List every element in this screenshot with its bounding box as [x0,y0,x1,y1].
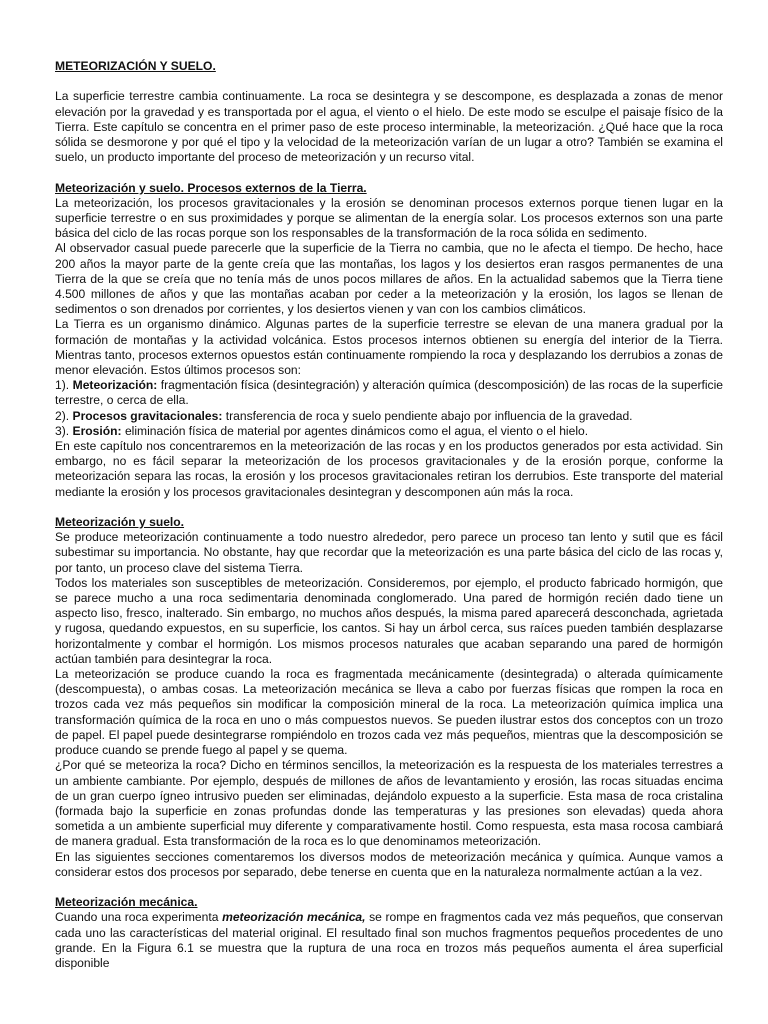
list-item [55,378,723,408]
list-number: 1). [55,378,70,393]
list-number: 3). [55,423,70,438]
paragraph: Se produce meteorización continuamente a todo nuestro alrededor, pero parece un proceso tan lento y sutil que es fácil subestimar su importancia. No obstante, hay que recordar que la meteorización es una parte básica del ciclo de las rocas y, por tanto, un proceso clave del sistema Tierra. [55,530,723,575]
paragraph: En las siguientes secciones comentaremos los diversos modos de meteorización mecánica y química. Aunque vamos a considerar estos dos procesos por separado, debe tenerse en cuenta que en la naturaleza normalmente actúan a la vez. [55,849,723,879]
list-term: Erosión: [72,423,122,438]
text-run: se rompe en fragmentos cada vez más pequeños, que conservan cada uno las características del material original. El resultado final son muchos fragmentos pequeños procedentes de uno grande. En la Figura 6.1 se muestra que la ruptura de una roca en trozos más pequeños aumenta el área superficial disponible [55,910,723,970]
list-number: 2). [55,408,70,423]
text-run: Cuando una roca experimenta [55,910,219,925]
paragraph [55,910,723,971]
intro-paragraph: La superficie terrestre cambia continuamente. La roca se desintegra y se descompone, es desplazada a zonas de menor elevación por la gravedad y es transportada por el agua, el viento o el hielo. De este modo se esculpe el paisaje físico de la Tierra. Este capítulo se concentra en el primer paso de este proceso interminable, la meteorización. ¿Qué hace que la roca sólida se desmorone y por qué el tipo y la velocidad de la meteorización varían de un lugar a otro? También se examina el suelo, un producto importante del proceso de meteorización y un recurso vital. [55,89,723,165]
list-term: Procesos gravitacionales: [72,408,223,423]
list-item [55,424,723,439]
paragraph: ¿Por qué se meteoriza la roca? Dicho en términos sencillos, la meteorización es la respuesta de los materiales terrestres a un ambiente cambiante. Por ejemplo, después de millones de años de levantamiento y erosión, las rocas situadas encima de un gran cuerpo ígneo intrusivo pueden ser eliminadas, dejándolo expuesto a la superficie. Esta masa de roca cristalina (formada bajo la superficie en zonas profundas donde las temperaturas y las presiones son elevadas) queda ahora sometida a un ambiente superficial muy diferente y comparativamente hostil. Como respuesta, esta masa rocosa cambiará de manera gradual. Esta transformación de la roca es lo que denominamos meteorización. [55,758,723,849]
list-term: Meteorización: [72,378,158,393]
list-text: transferencia de roca y suelo pendiente abajo por influencia de la gravedad. [225,408,633,423]
list-text: eliminación física de material por agentes dinámicos como el agua, el viento o el hielo. [124,423,589,438]
paragraph: Todos los materiales son susceptibles de meteorización. Consideremos, por ejemplo, el producto fabricado hormigón, que se parece mucho a una roca sedimentaria denominada conglomerado. Una pared de hormigón recién dado tiene un aspecto liso, fresco, inalterado. Sin embargo, no muchos años después, la misma pared aparecerá desconchada, agrietada y rugosa, quedando expuestos, en su superficie, los cantos. Si hay un árbol cerca, sus raíces pueden también desplazarse horizontalmente y combar el hormigón. Los mismos procesos naturales que acaban separando una pared de hormigón actúan también para desintegrar la roca. [55,575,723,666]
section-heading-weathering-soil: Meteorización y suelo. [55,515,185,530]
paragraph: En este capítulo nos concentraremos en la meteorización de las rocas y en los productos generados por esta actividad. Sin embargo, no es fácil separar la meteorización de los procesos gravitacionales y de la erosión porque, conforme la meteorización separa las rocas, la erosión y los procesos gravitacionales retiran los derrubios. Este transporte del material mediante la erosión y los procesos gravitacionales desintegran y descomponen aún más la roca. [55,439,723,499]
list-item [55,409,723,424]
paragraph: La meteorización, los procesos gravitacionales y la erosión se denominan procesos externos porque tienen lugar en la superficie terrestre o en sus proximidades y porque se alimentan de la energía solar. Los procesos externos son una parte básica del ciclo de las rocas porque son los responsables de la transformación de la roca sólida en sedimento. [55,195,723,241]
document-page [55,59,723,971]
section-heading-mechanical-weathering: Meteorización mecánica. [55,895,198,910]
list-text: fragmentación física (desintegración) y alteración química (descomposición) de las rocas de la superficie terrestre, o cerca de ella. [55,378,723,408]
paragraph: La Tierra es un organismo dinámico. Algunas partes de la superficie terrestre se elevan de una manera gradual por la formación de montañas y la actividad volcánica. Estos procesos internos obtienen su energía del interior de la Tierra. Mientras tanto, procesos externos opuestos están continuamente rompiendo la roca y desplazando los derrubios a zonas de menor elevación. Estos últimos procesos son: [55,317,723,378]
paragraph: Al observador casual puede parecerle que la superficie de la Tierra no cambia, que no le afecta el tiempo. De hecho, hace 200 años la mayor parte de la gente creía que las montañas, los lagos y los desiertos eran rasgos permanentes de una Tierra de la que se creía que no tenía más de unos pocos millares de años. En la actualidad sabemos que la Tierra tiene 4.500 millones de años y que las montañas acaban por ceder a la meteorización y la erosión, los lagos se llenan de sedimentos o son drenados por corrientes, y los desiertos vienen y van con los cambios climáticos. [55,241,723,317]
paragraph: La meteorización se produce cuando la roca es fragmentada mecánicamente (desintegrada) o alterada químicamente (descompuesta), o ambas cosas. La meteorización mecánica se lleva a cabo por fuerzas físicas que rompen la roca en trozos cada vez más pequeños sin modificar la composición mineral de la roca. La meteorización química implica una transformación química de la roca en uno o más compuestos nuevos. Se pueden ilustrar estos dos conceptos con un trozo de papel. El papel puede desintegrarse rompiéndolo en trozos cada vez más pequeños, mientras que la descomposición se produce cuando se prende fuego al papel y se quema. [55,667,723,758]
document-title: METEORIZACIÓN Y SUELO. [55,59,216,73]
section-heading-external-processes: Meteorización y suelo. Procesos externos de la Tierra. [55,180,367,195]
emphasis-term: meteorización mecánica, [222,910,366,925]
